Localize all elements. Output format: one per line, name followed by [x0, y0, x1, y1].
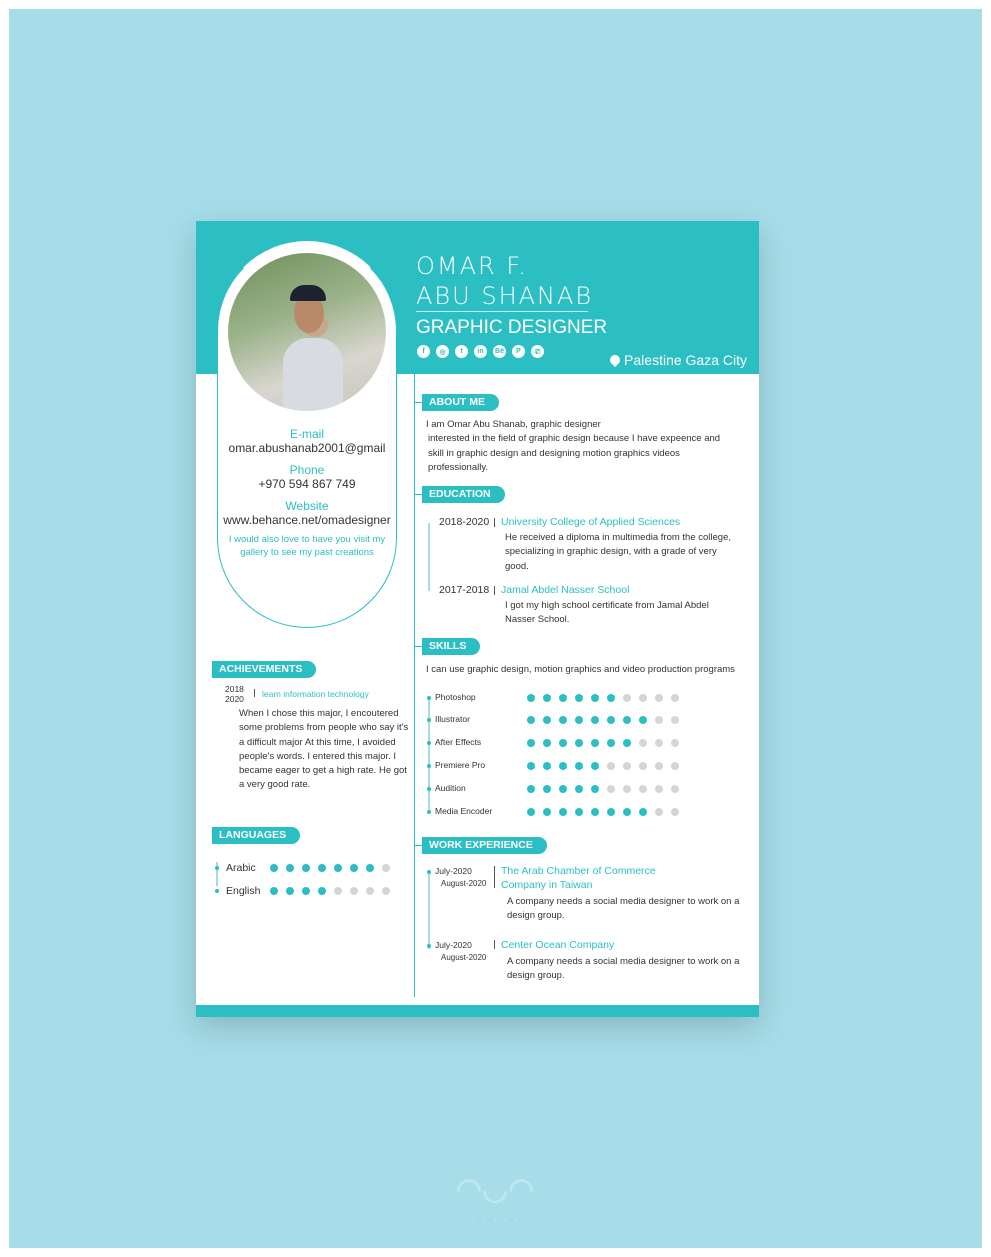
achievement-text: When I chose this major, I encoutered some problems from people who say it's a difficult major At this time, I avoided people's words. I entered this major. I became eager to get a high rate. He got a very good rate.	[239, 708, 409, 791]
name-divider	[416, 311, 588, 312]
tick	[415, 646, 422, 647]
level-dot-empty	[639, 785, 647, 793]
education-description: I got my high school certificate from Jamal Abdel Nasser School.	[505, 600, 709, 626]
level-dot-filled	[607, 739, 615, 747]
level-dot-filled	[559, 694, 567, 702]
level-dot-empty	[655, 808, 663, 816]
level-dot-empty	[655, 716, 663, 724]
level-dot-filled	[318, 887, 326, 895]
level-dot-empty	[350, 887, 358, 895]
email-value[interactable]: omar.abushanab2001@gmail	[228, 441, 386, 455]
level-dot-filled	[575, 716, 583, 724]
instagram-icon[interactable]: ◎	[436, 345, 449, 358]
level-dot-filled	[302, 864, 310, 872]
level-dot-empty	[382, 887, 390, 895]
bullet	[215, 866, 219, 870]
level-dot-filled	[543, 716, 551, 724]
mostaql-logo-text: · · · · ·	[471, 1210, 519, 1229]
email-label: E-mail	[289, 427, 324, 441]
level-dot-filled	[527, 694, 535, 702]
work-start: July-2020	[435, 866, 472, 876]
skill-name: After Effects	[435, 737, 482, 747]
skill-level-audition	[527, 785, 679, 793]
education-school: Jamal Abdel Nasser School	[501, 584, 630, 596]
tick	[415, 494, 422, 495]
level-dot-empty	[639, 762, 647, 770]
level-dot-empty	[655, 785, 663, 793]
behance-icon[interactable]: Bē	[493, 345, 506, 358]
skill-name: Media Encoder	[435, 806, 493, 816]
job-title: GRAPHIC DESIGNER	[416, 317, 608, 338]
full-name	[416, 251, 593, 311]
level-dot-filled	[559, 785, 567, 793]
level-dot-empty	[671, 785, 679, 793]
level-dot-empty	[671, 694, 679, 702]
level-dot-filled	[318, 864, 326, 872]
language-name: Arabic	[226, 862, 256, 874]
skill-name: Audition	[435, 783, 466, 793]
level-dot-filled	[591, 739, 599, 747]
work-company: Center Ocean Company	[501, 939, 615, 951]
phone-label: Phone	[289, 463, 325, 477]
level-dot-filled	[302, 887, 310, 895]
level-dot-filled	[575, 808, 583, 816]
level-dot-filled	[334, 864, 342, 872]
work-end: August-2020	[441, 879, 487, 888]
level-dot-empty	[623, 762, 631, 770]
education-description: He received a diploma in multimedia from the college, specializing in graphic design, with a grade of very good.	[505, 532, 731, 572]
level-dot-filled	[527, 762, 535, 770]
whatsapp-icon[interactable]: ✆	[531, 345, 544, 358]
about-text	[426, 418, 726, 475]
skill-level-illustrator	[527, 716, 679, 724]
level-dot-filled	[559, 762, 567, 770]
timeline-divider	[414, 374, 415, 997]
skill-name: Photoshop	[435, 692, 476, 702]
separator	[494, 940, 495, 949]
level-dot-filled	[559, 739, 567, 747]
work-description: A company needs a social media designer to work on a design group.	[507, 896, 740, 922]
level-dot-filled	[527, 808, 535, 816]
level-dot-filled	[559, 808, 567, 816]
phone-value[interactable]: +970 594 867 749	[258, 477, 356, 491]
level-dot-filled	[639, 808, 647, 816]
education-years: 2018-2020	[439, 516, 490, 528]
separator	[254, 689, 255, 697]
contact-block	[217, 427, 397, 559]
bullet	[427, 810, 431, 814]
level-dot-empty	[671, 808, 679, 816]
skill-name: Illustrator	[435, 714, 470, 724]
achievements-heading: ACHIEVEMENTS	[212, 661, 316, 678]
level-dot-filled	[575, 762, 583, 770]
level-dot-filled	[543, 762, 551, 770]
separator	[494, 586, 495, 595]
bullet	[427, 787, 431, 791]
level-dot-empty	[623, 785, 631, 793]
about-heading: ABOUT ME	[422, 394, 499, 411]
work-description: A company needs a social media designer to work on a design group.	[507, 956, 740, 982]
level-dot-filled	[543, 694, 551, 702]
bullet	[427, 944, 431, 948]
resume-footer	[196, 1005, 759, 1017]
level-dot-filled	[607, 716, 615, 724]
education-timeline	[428, 523, 430, 591]
bullet	[427, 741, 431, 745]
facebook-icon[interactable]: f	[417, 345, 430, 358]
level-dot-filled	[527, 739, 535, 747]
skills-heading: SKILLS	[422, 638, 480, 655]
work-end: August-2020	[441, 953, 487, 962]
work-start: July-2020	[435, 940, 472, 950]
skill-level-photoshop	[527, 694, 679, 702]
level-dot-filled	[575, 785, 583, 793]
level-dot-filled	[575, 694, 583, 702]
profile-photo	[228, 253, 386, 411]
bullet	[427, 870, 431, 874]
level-dot-filled	[527, 785, 535, 793]
level-dot-empty	[623, 694, 631, 702]
gallery-note: I would also love to have you visit my gallery to see my past creations	[228, 534, 386, 558]
skills-timeline	[428, 697, 430, 813]
level-dot-empty	[671, 762, 679, 770]
language-level-english	[270, 887, 390, 895]
location-pin-icon	[608, 353, 622, 367]
achievement-title: learn information technology	[262, 689, 369, 699]
location-text: Palestine Gaza City	[624, 352, 747, 368]
skill-name: Premiere Pro	[435, 760, 486, 770]
about-line-2: interested in the field of graphic design because I have expeence and skill in graphic design and designing motion graphics videos professionally.	[428, 433, 721, 473]
pinterest-icon[interactable]: P	[512, 345, 525, 358]
level-dot-empty	[607, 785, 615, 793]
level-dot-empty	[655, 762, 663, 770]
level-dot-filled	[559, 716, 567, 724]
website-label: Website	[285, 499, 329, 513]
level-dot-filled	[591, 762, 599, 770]
level-dot-empty	[655, 694, 663, 702]
level-dot-filled	[350, 864, 358, 872]
work-heading: WORK EXPERIENCE	[422, 837, 547, 854]
level-dot-filled	[591, 716, 599, 724]
level-dot-filled	[591, 694, 599, 702]
twitter-icon[interactable]: t	[455, 345, 468, 358]
language-level-arabic	[270, 864, 390, 872]
year-end: 2020	[225, 694, 244, 704]
level-dot-filled	[639, 716, 647, 724]
about-line-1: I am Omar Abu Shanab, graphic designer	[426, 419, 601, 430]
skill-level-media-encoder	[527, 808, 679, 816]
level-dot-empty	[639, 739, 647, 747]
level-dot-filled	[543, 739, 551, 747]
level-dot-filled	[286, 864, 294, 872]
level-dot-filled	[591, 808, 599, 816]
website-link[interactable]: www.behance.net/omadesigner	[223, 513, 391, 527]
social-links	[417, 345, 544, 358]
name-line-1: OMAR F.	[416, 252, 528, 280]
level-dot-filled	[543, 808, 551, 816]
level-dot-empty	[655, 739, 663, 747]
bullet	[427, 764, 431, 768]
level-dot-filled	[623, 716, 631, 724]
education-heading: EDUCATION	[422, 486, 505, 503]
skill-level-premiere-pro	[527, 762, 679, 770]
level-dot-empty	[671, 716, 679, 724]
languages-heading: LANGUAGES	[212, 827, 300, 844]
level-dot-filled	[607, 694, 615, 702]
education-school: University College of Applied Sciences	[501, 516, 681, 528]
achievement-years	[225, 684, 244, 704]
location	[610, 352, 747, 368]
level-dot-empty	[671, 739, 679, 747]
level-dot-empty	[382, 864, 390, 872]
resume-card	[196, 221, 759, 1017]
level-dot-filled	[527, 716, 535, 724]
level-dot-empty	[607, 762, 615, 770]
level-dot-empty	[334, 887, 342, 895]
bullet	[215, 889, 219, 893]
level-dot-filled	[270, 864, 278, 872]
level-dot-filled	[366, 864, 374, 872]
name-line-2: ABU SHANAB	[416, 282, 594, 310]
level-dot-filled	[623, 739, 631, 747]
year-start: 2018	[225, 684, 244, 694]
bullet	[427, 718, 431, 722]
tick	[415, 402, 422, 403]
work-timeline	[428, 873, 430, 949]
language-name: English	[226, 885, 261, 897]
level-dot-filled	[591, 785, 599, 793]
level-dot-empty	[639, 694, 647, 702]
level-dot-empty	[366, 887, 374, 895]
education-years: 2017-2018	[439, 584, 490, 596]
mostaql-logo: ◠◡◠	[455, 1173, 535, 1206]
skill-level-after-effects	[527, 739, 679, 747]
bullet	[427, 696, 431, 700]
level-dot-filled	[543, 785, 551, 793]
work-company: The Arab Chamber of Commerce Company in Taiwan	[501, 865, 656, 892]
separator	[494, 866, 495, 888]
level-dot-filled	[575, 739, 583, 747]
level-dot-filled	[623, 808, 631, 816]
tick	[415, 845, 422, 846]
level-dot-filled	[286, 887, 294, 895]
level-dot-filled	[607, 808, 615, 816]
level-dot-filled	[270, 887, 278, 895]
linkedin-icon[interactable]: in	[474, 345, 487, 358]
skills-intro: I can use graphic design, motion graphics and video production programs	[426, 664, 735, 675]
separator	[494, 518, 495, 527]
